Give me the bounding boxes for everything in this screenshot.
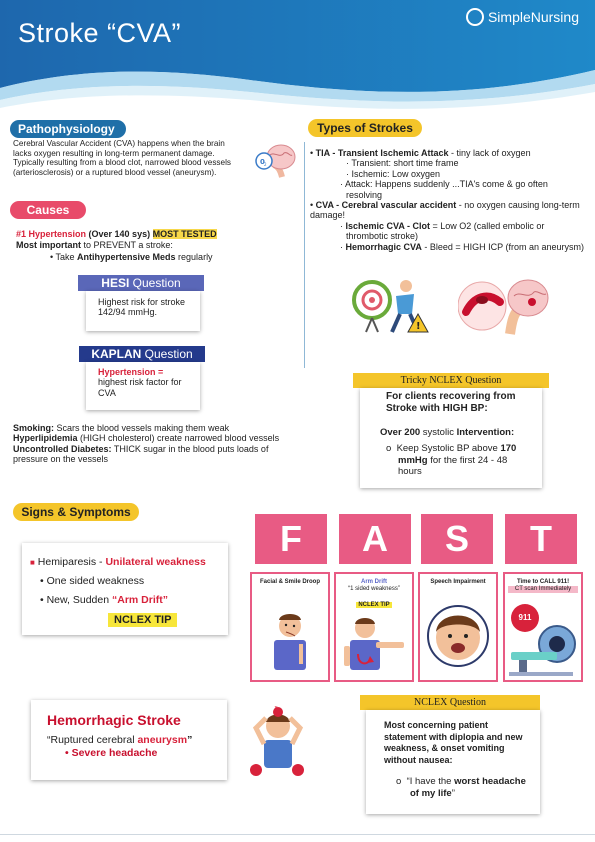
hesi-question-header <box>78 275 204 291</box>
ruptured-post: ” <box>187 734 193 746</box>
headache-person-illustration <box>248 706 308 780</box>
face-droop-icon <box>252 592 328 682</box>
nclex-ans-pre: “I have the <box>406 776 455 787</box>
call-911-caption: Time to CALL 911! <box>516 579 570 585</box>
tia-target-man-illustration <box>352 274 432 336</box>
hemiparesis-line: ■ Hemiparesis - Unilateral weakness <box>30 556 206 568</box>
kaplan-question-header <box>79 346 205 362</box>
bullet-pre: Take <box>55 252 78 262</box>
tia-ischemic-text: Ischemic: Low oxygen <box>351 168 441 179</box>
fast-letter-a: A <box>339 514 411 564</box>
hesi-label: HESI <box>101 276 130 290</box>
ischemic-cva-label: Ischemic CVA - Clot <box>345 220 431 231</box>
tricky-question: For clients recovering from Stroke with HIGH BP: <box>386 391 516 414</box>
hemorrhagic-cva-desc: - Bleed = HIGH ICP (from an aneurysm) <box>421 241 584 252</box>
over-200-label: Over 200 <box>380 427 421 438</box>
nclex-question-header: NCLEX Question <box>360 695 540 710</box>
fast-card-arm <box>334 572 414 682</box>
fast-card-speech <box>418 572 498 682</box>
page-title: Stroke “CVA” <box>18 18 182 48</box>
hyperlipidemia-text: (HIGH cholesterol) create narrowed blood vessels <box>77 433 280 444</box>
antihypertensive-meds: Antihypertensive Meds <box>77 252 176 262</box>
nclex-answer: o “I have the worst headache of my life” <box>396 776 526 799</box>
hemorrhagic-title: Hemorrhagic Stroke <box>47 712 181 728</box>
diabetes-text: THICK sugar in the blood puts loads of pressure on the vessels <box>13 443 269 465</box>
over-200-mid: systolic <box>420 427 457 438</box>
answer-pre: Keep Systolic BP above <box>396 443 501 454</box>
page-header <box>0 0 595 110</box>
arm-drift: “Arm Drift” <box>111 594 168 606</box>
face-caption: Facial & Smile Droop <box>259 579 320 585</box>
ischemic-cva-desc: = Low O2 (called embolic or thrombotic stroke) <box>346 220 545 242</box>
tia-label: TIA - Transient Ischemic Attack <box>315 148 449 158</box>
cva-label: CVA - Cerebral vascular accident <box>315 200 457 211</box>
nclex-question-box <box>366 710 540 814</box>
tricky-answer: o Keep Systolic BP above 170 mmHg for the first 24 - 48 hours <box>386 443 517 477</box>
nclex-q2: and <box>484 731 506 742</box>
risk-diabetes <box>13 444 303 465</box>
ischemic-cva: · Ischemic CVA - Clot = Low O2 (called embolic or thrombotic stroke) <box>340 220 545 242</box>
severe-headache-line: • Severe headache <box>65 747 158 759</box>
hemorrhagic-cva-label: Hemorrhagic CVA <box>345 241 422 252</box>
tricky-nclex-box <box>360 388 542 488</box>
tia-transient-text: Transient: short time frame <box>351 158 459 169</box>
answer-post: for the first 24 - 48 hours <box>398 454 508 477</box>
ct-scan-caption: CT scan Immediately <box>508 586 578 593</box>
brain-icon <box>254 143 298 181</box>
new-word: new <box>505 731 523 742</box>
arm-drift-caption: Arm Drift <box>360 579 387 585</box>
hesi-question-box <box>86 291 200 331</box>
arm-drift-line: • New, Sudden “Arm Drift” <box>40 594 168 606</box>
causes-most-important <box>16 240 306 250</box>
causes-bullet: • Take Antihypertensive Meds regularly <box>50 252 213 262</box>
one-sided-caption: “1 sided weakness” <box>348 586 400 592</box>
fast-card-time <box>503 572 583 682</box>
kaplan-red-text: Hypertension = <box>98 367 164 377</box>
kaplan-question-box <box>86 362 200 410</box>
tricky-over-200 <box>380 427 532 439</box>
hemorrhagic-cva: · Hemorrhagic CVA - Bleed = HIGH ICP (from an aneurysm) <box>340 241 584 252</box>
signs-symptoms-label: Signs & Symptoms <box>13 503 139 521</box>
cva-desc: - no oxygen causing long-term damage! <box>310 200 580 221</box>
arm-nclex-tip: NCLEX TIP <box>358 602 390 608</box>
aneurysm-word: aneurysm <box>137 734 188 746</box>
most-important-label: Most important <box>16 240 81 250</box>
causes-hypertension <box>16 229 306 239</box>
intervention-label: Intervention: <box>456 427 515 438</box>
hypertension-range: (Over 140 sys) <box>86 229 153 239</box>
kaplan-label: KAPLAN <box>91 347 142 361</box>
hesi-question-word: Question <box>129 276 181 290</box>
diplopia: diplopia <box>449 731 485 742</box>
tia-transient: · Transient: short time frame <box>346 158 459 169</box>
most-important-text: to PREVENT a stroke: <box>81 240 173 250</box>
smoking-label: Smoking: <box>13 423 55 433</box>
bottom-border <box>0 834 595 835</box>
risk-smoking <box>13 423 303 433</box>
nclex-ans-post: ” <box>451 787 455 799</box>
brand-circle-icon <box>466 8 484 26</box>
tia-line: • TIA - Transient Ischemic Attack - tiny lack of oxygen <box>310 148 531 158</box>
brand-logo <box>466 8 579 26</box>
phone-911-icon: 911 <box>511 604 539 632</box>
svg-text:2: 2 <box>264 162 267 167</box>
tricky-nclex-header: Tricky NCLEX Question <box>353 373 549 388</box>
ct-scanner-icon <box>505 610 581 680</box>
types-list <box>310 148 588 252</box>
severe-headache: Severe headache <box>71 747 158 759</box>
hemorrhagic-stroke-box <box>31 700 227 780</box>
risk-hyperlipidemia <box>13 433 303 443</box>
tia-attack-text: Attack: Happens suddenly ...TIA's come & go often resolving <box>345 179 548 200</box>
pathophysiology-text: Cerebral Vascular Accident (CVA) happens when the brain lacks oxygen resulting in long-term permanent damage. Typically resulting from a blood clot, narrowed blood vessels (arteriosclerosis) or a ruptured blood vessel (aneurysm). <box>13 139 231 177</box>
nclex-question-text <box>384 720 530 766</box>
cva-line: • CVA - Cerebral vascular accident - no oxygen causing long-term damage! <box>310 200 580 221</box>
speech-impairment-icon <box>420 592 496 682</box>
svg-text:✕: ✕ <box>274 706 279 711</box>
kaplan-question-word: Question <box>141 347 193 361</box>
fast-card-face <box>250 572 330 682</box>
nclex-q3: weakness, & onset vomiting <box>384 743 505 753</box>
nclex-q1: Most concerning patient statement with <box>384 720 489 742</box>
tia-desc: - tiny lack of oxygen <box>448 148 531 158</box>
hyperlipidemia-label: Hyperlipidemia <box>13 433 78 444</box>
smoking-text: Scars the blood vessels making them weak <box>54 423 230 433</box>
fast-letter-f: F <box>255 514 327 564</box>
arm-drift-pre: New, Sudden <box>46 594 112 606</box>
most-tested-badge: MOST TESTED <box>152 229 217 239</box>
brain-vessel-illustration <box>458 276 550 336</box>
one-sided-line: • One sided weakness <box>40 575 145 587</box>
tia-ischemic: · Ischemic: Low oxygen <box>346 168 441 179</box>
ruptured-aneurysm-line <box>47 734 227 747</box>
fast-letter-t: T <box>505 514 577 564</box>
hesi-question-text: Highest risk for stroke 142/94 mmHg. <box>98 297 186 318</box>
without-nausea: without nausea: <box>384 754 453 765</box>
pathophysiology-label: Pathophysiology <box>10 120 126 138</box>
svg-text:!: ! <box>416 321 421 332</box>
column-divider <box>304 142 305 368</box>
risk-factors <box>13 423 303 465</box>
one-sided-weakness: One sided weakness <box>46 575 145 587</box>
ruptured-pre: “Ruptured cerebral <box>47 734 138 746</box>
hemiparesis-label: Hemiparesis - <box>37 556 106 568</box>
diabetes-label: Uncontrolled Diabetes: <box>13 443 112 454</box>
fast-letter-s: S <box>421 514 493 564</box>
nclex-tip-badge: NCLEX TIP <box>108 613 177 627</box>
signs-box <box>22 543 228 635</box>
arm-drift-icon <box>336 606 412 682</box>
svg-text:0: 0 <box>260 158 265 166</box>
brand-name: SimpleNursing <box>487 9 579 25</box>
hypertension-label: #1 Hypertension <box>16 229 87 239</box>
kaplan-question-text: highest risk factor for CVA <box>98 377 182 398</box>
unilateral-weakness: Unilateral weakness <box>105 556 206 568</box>
worst-headache: worst headache of my life <box>410 776 526 799</box>
speech-caption: Speech Impairment <box>430 579 486 585</box>
types-of-strokes-label: Types of Strokes <box>308 119 422 137</box>
causes-label: Causes <box>10 201 86 219</box>
tia-attack: · Attack: Happens suddenly ...TIA's come & go often resolving <box>340 179 548 200</box>
answer-170: 170 mmHg <box>398 443 517 466</box>
bullet-post: regularly <box>175 252 213 262</box>
